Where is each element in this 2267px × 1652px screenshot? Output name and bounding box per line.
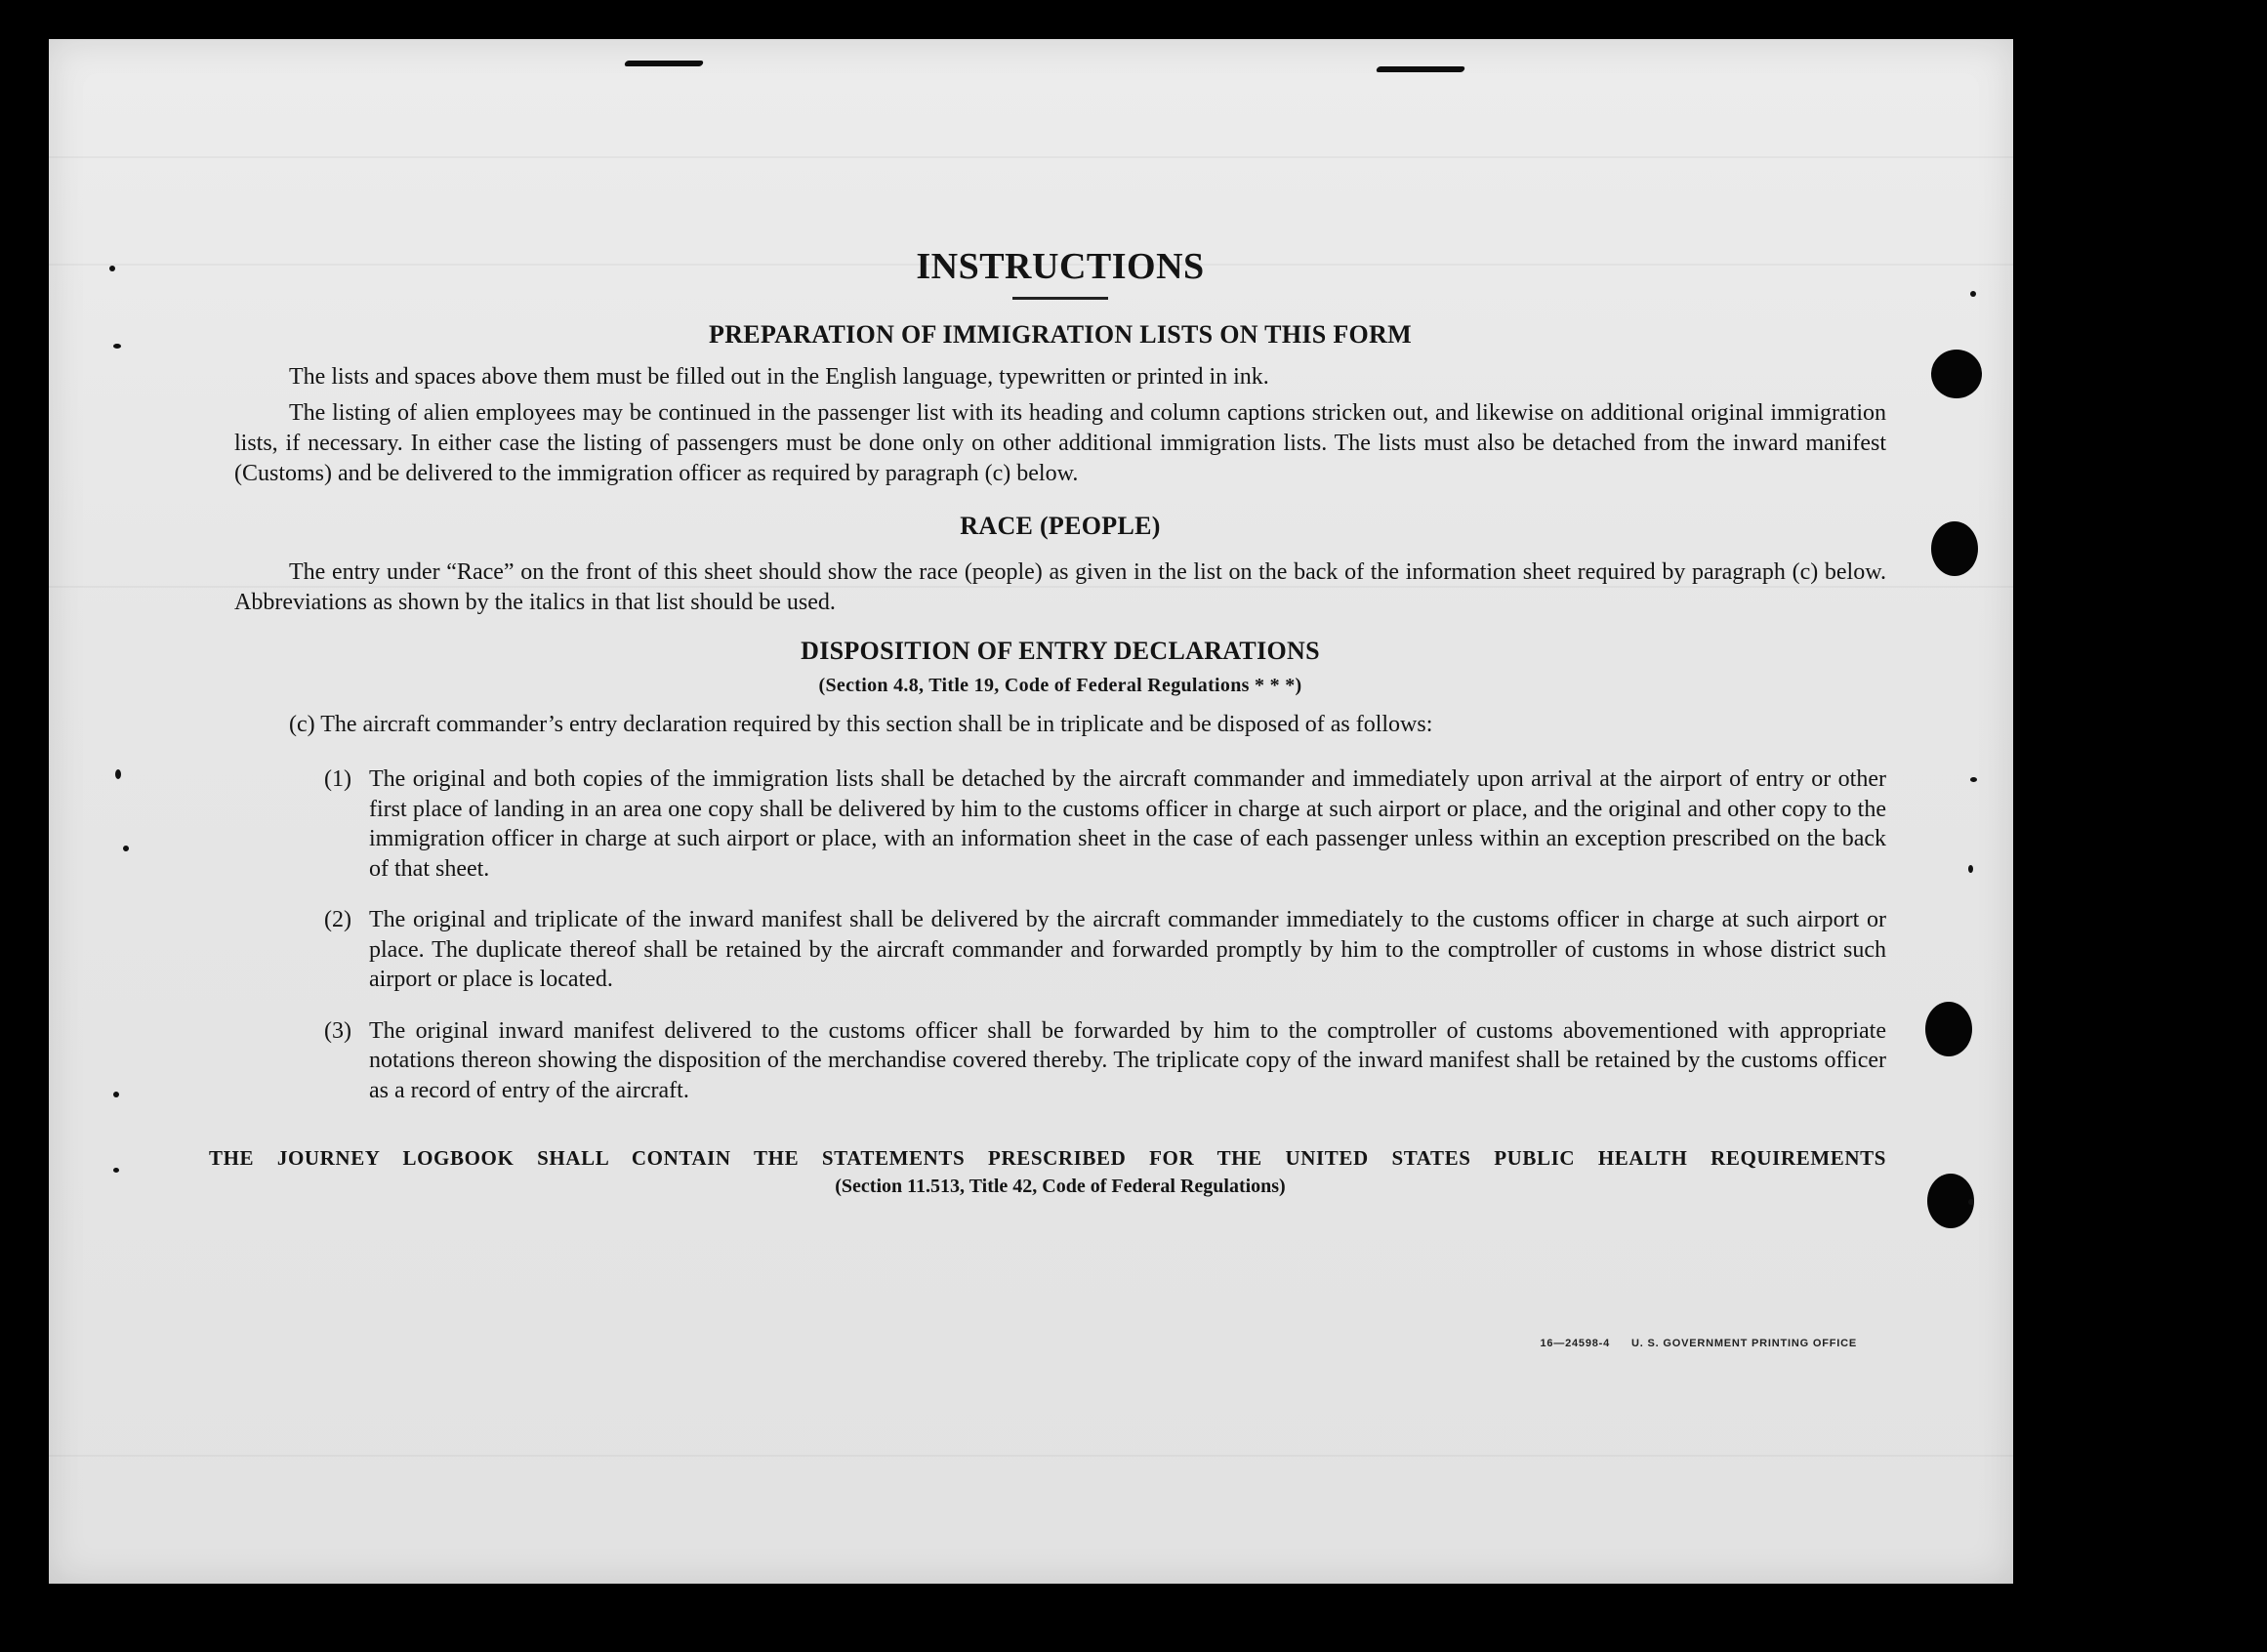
race-paragraph: The entry under “Race” on the front of this sheet should show the race (people) as given in the list on the back of the information sheet required by paragraph (c) below. Abbreviations as shown by the italics in that list should be used.: [234, 559, 1886, 615]
speck: [109, 266, 115, 271]
health-requirements-statement: THE JOURNEY LOGBOOK SHALL CONTAIN THE STATEMENTS PRESCRIBED FOR THE UNITED STATES PUBLIC HEALTH REQUIREMENTS: [209, 1146, 1886, 1170]
instructions-content: [209, 244, 1886, 1199]
speck: [1968, 865, 1973, 873]
printer-name: U. S. GOVERNMENT PRINTING OFFICE: [1631, 1338, 1857, 1349]
item-number: (2): [324, 907, 351, 932]
preparation-paragraph-2: The listing of alien employees may be continued in the passenger list with its heading and column captions stricken out, and likewise on additional original immigration lists, if necessary. In either case the listing of passengers must be done only on other additional immigration lists. The lists must also be detached from the inward manifest (Customs) and be delivered to the immigration officer as required by paragraph (c) below.: [234, 400, 1886, 486]
punch-hole: [1925, 1002, 1972, 1056]
race-heading: RACE (PEOPLE): [960, 512, 1161, 540]
item-text: The original inward manifest delivered to the customs officer shall be forwarded by him to the comptroller of customs abovementioned with appropriate notations thereon showing the disposition of the merchandise covered thereby. The triplicate copy of the inward manifest shall be retained by the customs officer as a record of entry of the aircraft.: [369, 1017, 1886, 1103]
speck: [1968, 1199, 1974, 1205]
bleed-through-line: [49, 1455, 2013, 1457]
item-number: (3): [324, 1017, 351, 1044]
item-text: The original and both copies of the immigration lists shall be detached by the aircraft commander and immediately upon arrival at the airport of entry or other first place of landing in an area one copy shall be delivered by him to the customs officer in charge at such airport or place, and the original and other copy to the immigration officer in charge at such airport or place, with an information sheet in the case of each passenger unless within an exception prescribed on the back of that sheet.: [369, 766, 1886, 882]
form-number: 16—24598-4: [1540, 1338, 1611, 1349]
preparation-heading: PREPARATION OF IMMIGRATION LISTS ON THIS FORM: [709, 320, 1412, 349]
item-number: (1): [324, 766, 351, 792]
page-title: INSTRUCTIONS: [916, 246, 1205, 287]
paper-tear-mark: [1376, 66, 1465, 72]
disposition-citation: (Section 4.8, Title 19, Code of Federal Regulations * * *): [818, 675, 1302, 696]
disposition-item-2: [324, 905, 1886, 995]
paper-tear-mark: [624, 61, 704, 66]
punch-hole: [1931, 521, 1978, 576]
speck: [113, 1092, 119, 1097]
item-text: The original and triplicate of the inward manifest shall be delivered by the aircraft commander immediately to the customs officer in charge at such airport or place. The duplicate thereof shall be retained by the aircraft commander and forwarded promptly by him to the comptroller of customs in whose district such airport or place is located.: [369, 907, 1886, 992]
speck: [1970, 777, 1977, 782]
speck: [123, 846, 129, 851]
speck: [1970, 291, 1976, 297]
disposition-item-3: [324, 1016, 1886, 1106]
punch-hole: [1931, 350, 1982, 398]
punch-hole: [1927, 1174, 1974, 1228]
disposition-item-1: [324, 764, 1886, 884]
speck: [115, 769, 121, 779]
disposition-intro: (c) The aircraft commander’s entry declaration required by this section shall be in triplicate and be disposed of as follows:: [289, 712, 1433, 737]
title-underline: [1012, 297, 1108, 300]
speck: [113, 1168, 119, 1173]
document-page: [49, 39, 2013, 1584]
health-requirements-citation: (Section 11.513, Title 42, Code of Federal Regulations): [835, 1176, 1286, 1197]
speck: [113, 344, 121, 349]
preparation-paragraph-1: The lists and spaces above them must be filled out in the English language, typewritten or printed in ink.: [289, 364, 1269, 390]
bleed-through-line: [49, 156, 2013, 158]
printer-imprint: [1540, 1338, 1857, 1349]
disposition-heading: DISPOSITION OF ENTRY DECLARATIONS: [801, 637, 1320, 665]
